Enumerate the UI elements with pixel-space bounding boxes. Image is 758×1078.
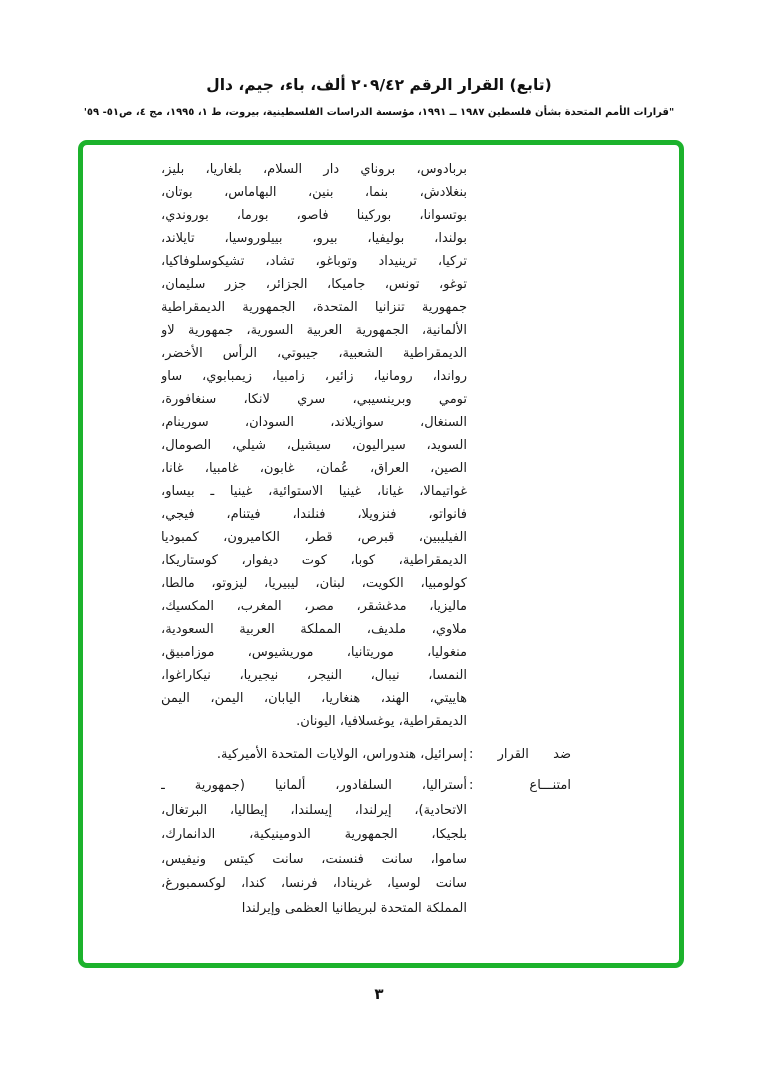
country-list-line: بربادوس، بروناي دار السلام، بلغاريا، بليز، [161,162,467,177]
country-list-line: رواندا، رومانيا، زائير، زامبيا، زيمبابوي، ساو [161,369,467,384]
country-list-line: هاييتي، الهند، هنغاريا، اليابان، اليمن، اليمن [161,691,467,706]
country-list-line: تومي وبرينسيبي، سري لانكا، سنغافورة، [161,392,467,407]
country-list-line: منغوليا، موريتانيا، موريشيوس، موزامبيق، [161,645,467,660]
country-list-line: السنغال، سوازيلاند، السودان، سورينام، [161,415,467,430]
country-list-line: الألمانية، الجمهورية العربية السورية، جمهورية لاو [161,323,467,338]
abstention-line: سانت لوسيا، غرينادا، فرنسا، كندا، لوكسمبورغ، [161,876,467,891]
against-countries: إسرائيل، هندوراس، الولايات المتحدة الأميركية. [216,747,467,762]
in-favor-country-list [161,158,467,733]
country-list-line: الديمقراطية، يوغسلافيا، اليونان. [296,714,467,729]
country-list-line: جمهورية تنزانيا المتحدة، الجمهورية الديمقراطية [161,300,467,315]
page-number: ٣ [374,985,384,1003]
country-list-line: غواتيمالا، غيانا، غينيا الاستوائية، غينيا ـ بيساو، [161,484,467,499]
against-label: ضد القرار : [469,747,571,762]
country-list-line: توغو، تونس، جاميكا، الجزائر، جزر سليمان، [161,277,467,292]
resolution-vote-text [161,158,571,921]
abstention-line: ساموا، سانت فنسنت، سانت كيتس ونيفيس، [161,851,467,867]
abstention-label: امتنـــاع : [469,778,571,793]
against-section [161,743,571,766]
country-list-line: كولومبيا، الكويت، لبنان، ليبيريا، ليزوتو، مالطا، [161,576,467,591]
country-list-line: الفيليبين، قبرص، قطر، الكاميرون، كمبوديا [161,530,467,545]
source-citation: "قرارات الأمم المتحدة بشأن فلسطين ١٩٨٧ ــ ١٩٩١، مؤسسة الدراسات الفلسطينية، بيروت، ط ١، ١٩٩٥، مج ٤، ص٥١- ٥٩' [83,107,675,118]
resolution-title: (تابع) القرار الرقم ٢٠٩/٤٢ ألف، باء، جيم، دال [206,76,552,94]
country-list-line: بولندا، بوليفيا، بيرو، بييلوروسيا، تايلاند، [161,231,467,246]
country-list-line: بنغلادش، بنما، بنين، البهاماس، بوتان، [161,185,467,200]
country-list-line: السويد، سيراليون، سيشيل، شيلي، الصومال، [161,438,467,453]
abstention-line: بلجيكا، الجمهورية الدومينيكية، الدانمارك، [161,827,467,842]
country-list-line: الديمقراطية، كوبا، كوت ديفوار، كوستاريكا، [161,553,467,568]
country-list-line: تركيا، ترينيداد وتوباغو، تشاد، تشيكوسلوفاكيا، [161,254,467,269]
abstention-line: المملكة المتحدة لبريطانيا العظمى وإيرلندا [241,900,467,916]
abstention-line: الاتحادية)، إيرلندا، إيسلندا، إيطاليا، البرتغال، [161,802,467,818]
country-list-line: ماليزيا، مدغشقر، مصر، المغرب، المكسيك، [161,599,467,614]
country-list-line: فانواتو، فنزويلا، فنلندا، فيتنام، فيجي، [161,507,467,522]
country-list-line: بوتسوانا، بوركينا فاصو، بورما، بوروندي، [161,208,467,223]
country-list-line: ملاوي، ملديف، المملكة العربية السعودية، [161,622,467,637]
country-list-line: الصين، العراق، عُمان، غابون، غامبيا، غانا، [161,461,467,476]
abstention-section [161,774,571,921]
abstention-line: أستراليا، السلفادور، ألمانيا (جمهورية ـ [161,778,467,793]
country-list-line: النمسا، نيبال، النيجر، نيجيريا، نيكاراغوا، [161,668,467,683]
country-list-line: الديمقراطية الشعبية، جيبوتي، الرأس الأخضر، [161,346,467,361]
